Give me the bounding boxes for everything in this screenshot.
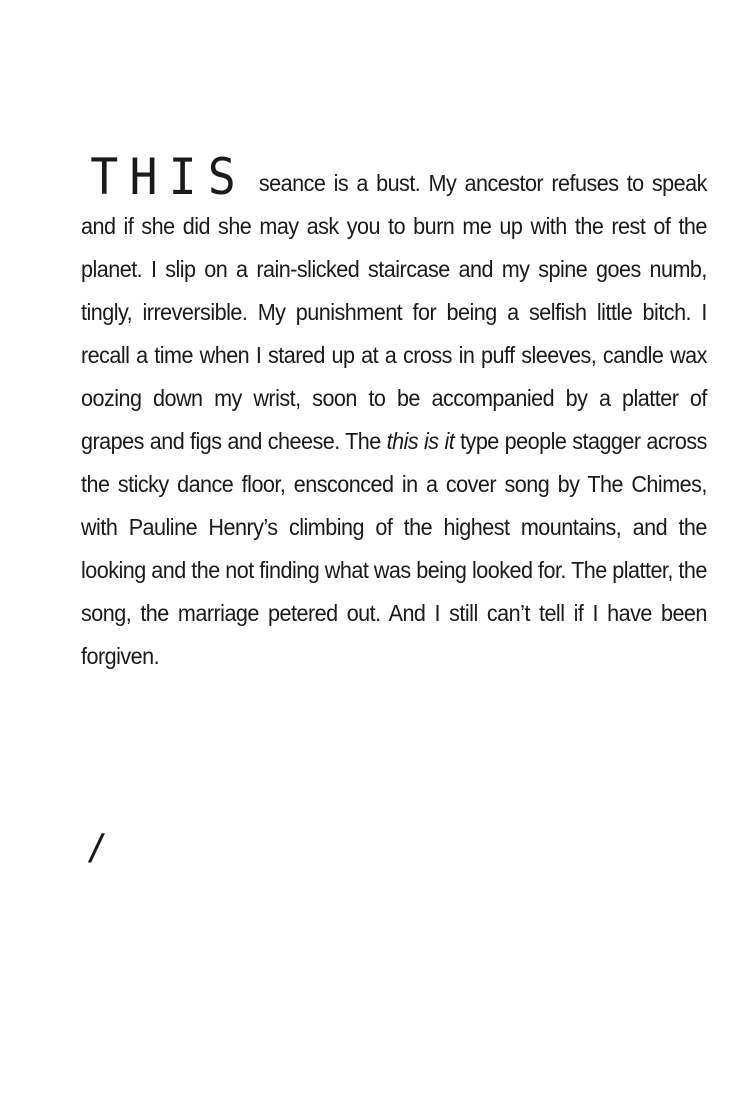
section-divider-slash: / <box>86 827 108 868</box>
poem-text-part-1: seance is a bust. My ancestor refuses to speak and if she did she may ask you to burn me up with the rest of the planet. I slip on a rain-slicked staircase and my spine goes numb, tingly, irreversible. My punishment for being a selfish little bitch. I recall a time when I stared up at a cross in puff sleeves, candle wax oozing down my wrist, soon to be accompanied by a platter of grapes and figs and cheese. The <box>81 170 707 454</box>
drop-cap-opening-word: THIS <box>90 148 247 206</box>
poem-text-part-2: type people stagger across the sticky dance floor, ensconced in a cover song by The Chimes, with Pauline Henry’s climbing of the highest mountains, and the looking and the not finding what was being looked for. The platter, the song, the marriage petered out. And I still can’t tell if I have been forgiven. <box>81 428 707 669</box>
prose-poem-paragraph <box>81 148 707 678</box>
poem-italic-phrase: this is it <box>386 428 455 454</box>
